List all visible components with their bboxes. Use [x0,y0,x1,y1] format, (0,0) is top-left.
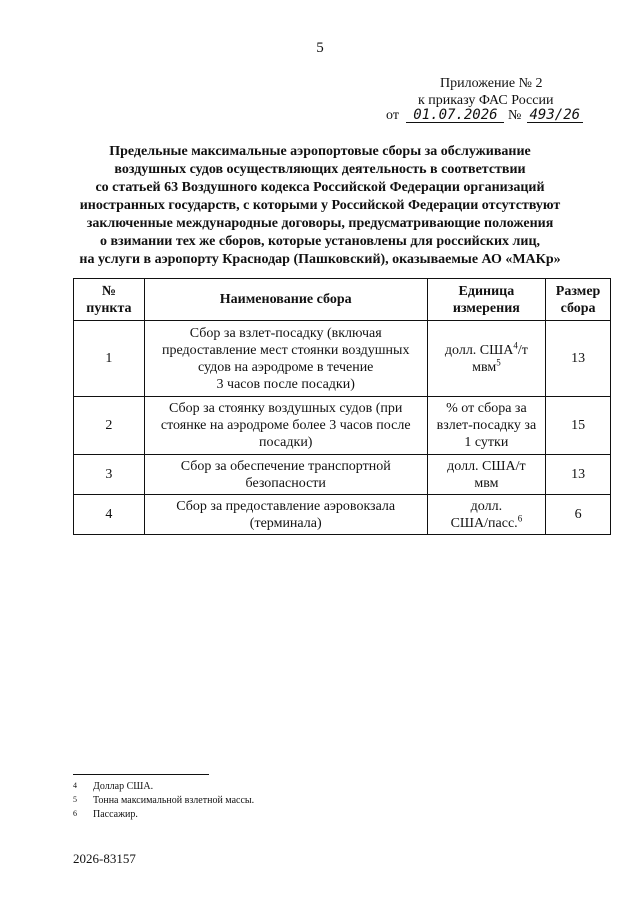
document-code: 2026-83157 [73,851,136,866]
title-line: на услуги в аэропорту Краснодар (Пашковский), оказываемые АО «МАКр» [79,252,561,267]
footnote-text: Тонна максимальной взлетной массы. [93,795,255,806]
footnote-mark: 4 [73,781,77,790]
header-fee-name: Наименование сбора [144,279,427,321]
cell-unit: % от сбора за взлет-посадку за 1 сутки [427,397,545,455]
header-fee-size: Размер сбора [546,279,611,321]
from-label: от [386,108,399,123]
cell-unit: долл. США$^4$/т мвм$^5$ [427,321,545,397]
footnote-text: Пассажир. [93,809,138,820]
title-line: о взимании тех же сборов, которые установлены для российских лиц, [99,234,541,249]
footnote-ref: 6 [517,512,523,523]
header-unit: Единица измерения [427,279,545,321]
cell-fee-size: 6 [546,495,611,535]
footnote-mark: 5 [73,795,77,804]
footnote-item [73,808,254,822]
footnotes [73,780,254,822]
title-line: Предельные максимальные аэропортовые сборы за обслуживание [109,144,531,159]
appendix-order-label: к приказу ФАС России [418,93,554,108]
cell-fee-size: 13 [546,321,611,397]
footnote-ref: 4 [513,339,518,350]
cell-fee-name: Сбор за обеспечение транспортной безопасности [144,455,427,495]
table-row [74,321,611,397]
title-line: иностранных государств, с которыми у Российской Федерации отсутствуют [79,198,561,213]
appendix-title: Приложение № 2 [440,76,543,91]
table-row [74,495,611,535]
number-label: № [507,108,522,123]
table-row [74,455,611,495]
title-line: заключенные международные договоры, предусматривающие положения [86,216,554,231]
cell-fee-size: 13 [546,455,611,495]
footnote-item [73,794,254,808]
cell-unit: долл. США/т мвм [427,455,545,495]
title-line: воздушных судов осуществляющих деятельность в соответствии [114,162,526,177]
cell-fee-name: Сбор за предоставление аэровокзала (терминала) [144,495,427,535]
page-number: 5 [316,40,324,56]
document-title [0,143,640,269]
appendix-date-number [386,108,583,124]
cell-item-number: 4 [74,495,145,535]
cell-fee-name: Сбор за взлет-посадку (включая предоставление мест стоянки воздушных судов на аэродроме в течение 3 часов после посадки) [144,321,427,397]
footnote-text: Доллар США. [93,781,154,792]
cell-fee-size: 15 [546,397,611,455]
footnote-mark: 6 [73,809,77,818]
handwritten-date: 01.07.2026 [406,108,504,123]
footnote-ref: 5 [496,356,501,367]
cell-item-number: 1 [74,321,145,397]
table-header-row [74,279,611,321]
cell-unit: долл. США/пасс.$^6$ [427,495,545,535]
footnote-item [73,780,254,794]
table-row [74,397,611,455]
cell-item-number: 3 [74,455,145,495]
footnote-divider [73,774,209,775]
title-line: со статьей 63 Воздушного кодекса Российской Федерации организаций [95,180,545,195]
cell-item-number: 2 [74,397,145,455]
handwritten-order-number: 493/26 [527,108,583,123]
header-item-number: № пункта [74,279,145,321]
cell-fee-name: Сбор за стоянку воздушных судов (при стоянке на аэродроме более 3 часов после посадки) [144,397,427,455]
fees-table [73,278,611,535]
